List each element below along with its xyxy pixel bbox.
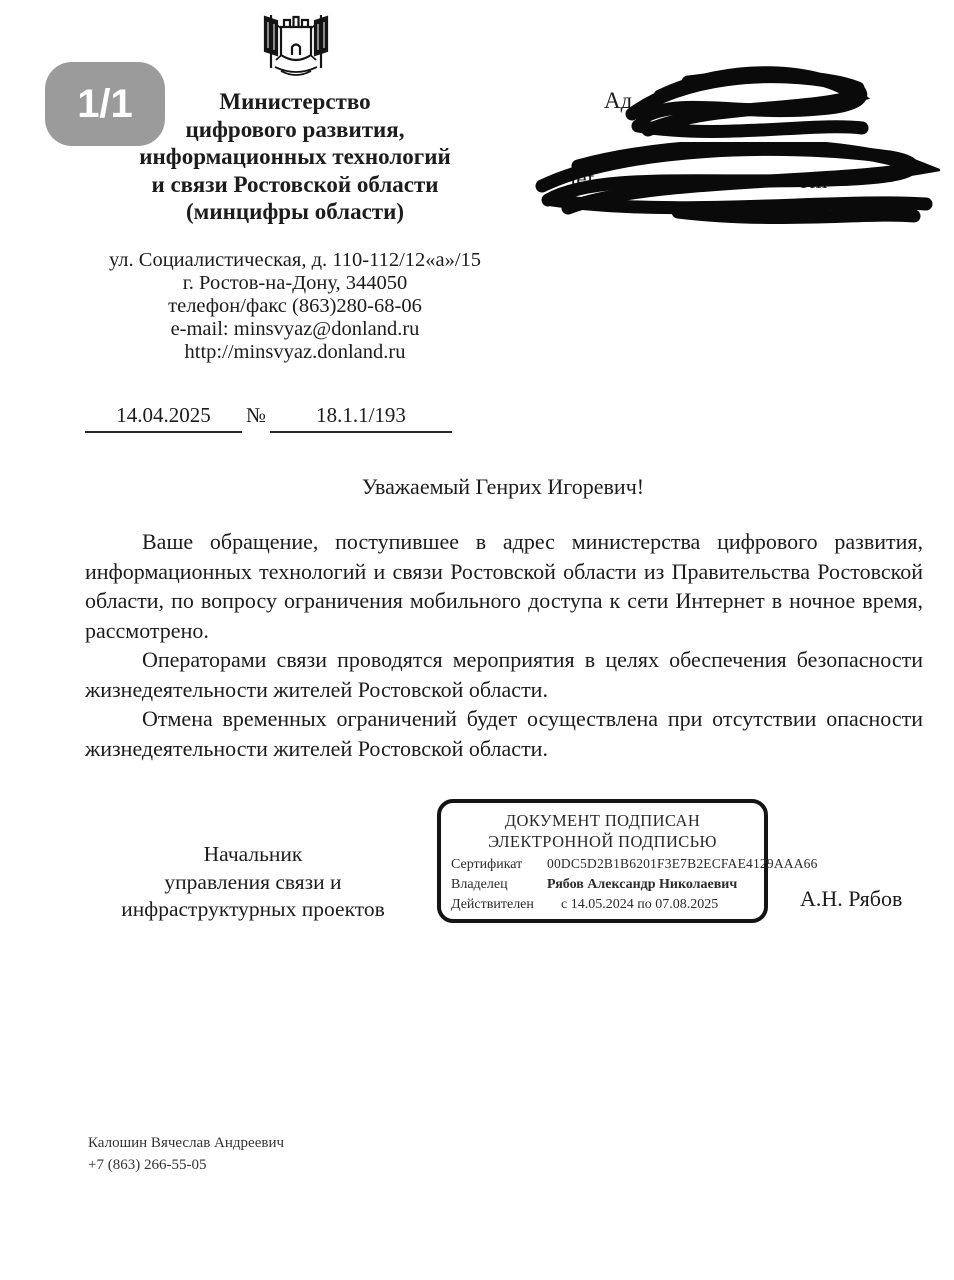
address-line: телефон/факс (863)280-68-06 (168, 295, 422, 317)
recipient-line2-fragment-right: om (798, 168, 828, 193)
coat-of-arms-icon (250, 10, 342, 84)
ministry-line: (минцифры области) (186, 199, 404, 224)
signer-name: А.Н. Рябов (800, 886, 903, 911)
stamp-cert-label: Сертификат (451, 857, 523, 872)
stamp-title-line1: ДОКУМЕНТ ПОДПИСАН (504, 811, 701, 830)
letter-body (85, 527, 923, 763)
address-line: ул. Социалистическая, д. 110-112/12«а»/15 (108, 249, 482, 271)
executor-block (88, 1132, 284, 1176)
letter-number: 18.1.1/193 (270, 403, 452, 433)
page-counter-label: 1/1 (77, 81, 133, 126)
digital-signature-stamp (437, 799, 818, 923)
salutation: Уважаемый Генрих Игоревич! (361, 474, 645, 499)
address-line: г. Ростов-на-Дону, 344050 (182, 272, 408, 294)
executor-phone: +7 (863) 266-55-05 (88, 1157, 207, 1173)
position-line: управления связи и (164, 869, 342, 894)
redaction-scribble-bottom (528, 142, 940, 226)
recipient-line2-fragment-left: lef (570, 166, 595, 191)
letter-date: 14.04.2025 (85, 403, 242, 433)
recipient-line1-fragment: Ад (604, 88, 633, 113)
number-sign: № (245, 403, 267, 427)
ministry-name-block (95, 88, 495, 226)
stamp-owner-value: Рябов Александр Николаевич (547, 877, 738, 892)
stamp-title-line2: ЭЛЕКТРОННОЙ ПОДПИСЬЮ (488, 832, 717, 851)
ministry-line: Министерство (219, 89, 371, 114)
signer-position-block (83, 841, 423, 924)
ministry-line: и связи Ростовской области (151, 171, 439, 197)
ministry-line: информационных технологий (139, 144, 451, 169)
position-line: инфраструктурных проектов (121, 897, 385, 921)
body-paragraph: Ваше обращение, поступившее в адрес министерства цифрового развития, информационных технологий и связи Ростовской области из Правительства Ростовской области, по вопросу ограничения мобильного доступа к сети Интернет в ночное время, рассмотрено. (85, 529, 923, 643)
ministry-address-block (80, 249, 510, 364)
reference-line (85, 403, 485, 433)
address-line: e-mail: minsvyaz@donland.ru (170, 318, 420, 340)
stamp-valid-value: с 14.05.2024 по 07.08.2025 (561, 897, 719, 912)
stamp-cert-value: 00DC5D2B1B6201F3E7B2ECFAE4129AAA66 (547, 856, 818, 871)
position-line: Начальник (203, 842, 303, 866)
executor-name: Калошин Вячеслав Андреевич (88, 1135, 285, 1151)
body-paragraph: Отмена временных ограничений будет осуществлена при отсутствии опасности жизнедеятельности жителей Ростовской области. (85, 706, 923, 761)
ministry-line: цифрового развития, (185, 116, 405, 142)
redaction-scribble-top (618, 66, 886, 154)
stamp-owner-label: Владелец (451, 877, 508, 892)
stamp-valid-label: Действителен (451, 897, 534, 912)
address-line: http://minsvyaz.donland.ru (184, 341, 406, 363)
body-paragraph: Операторами связи проводятся мероприятия в целях обеспечения безопасности жизнедеятельности жителей Ростовской области. (85, 647, 923, 702)
